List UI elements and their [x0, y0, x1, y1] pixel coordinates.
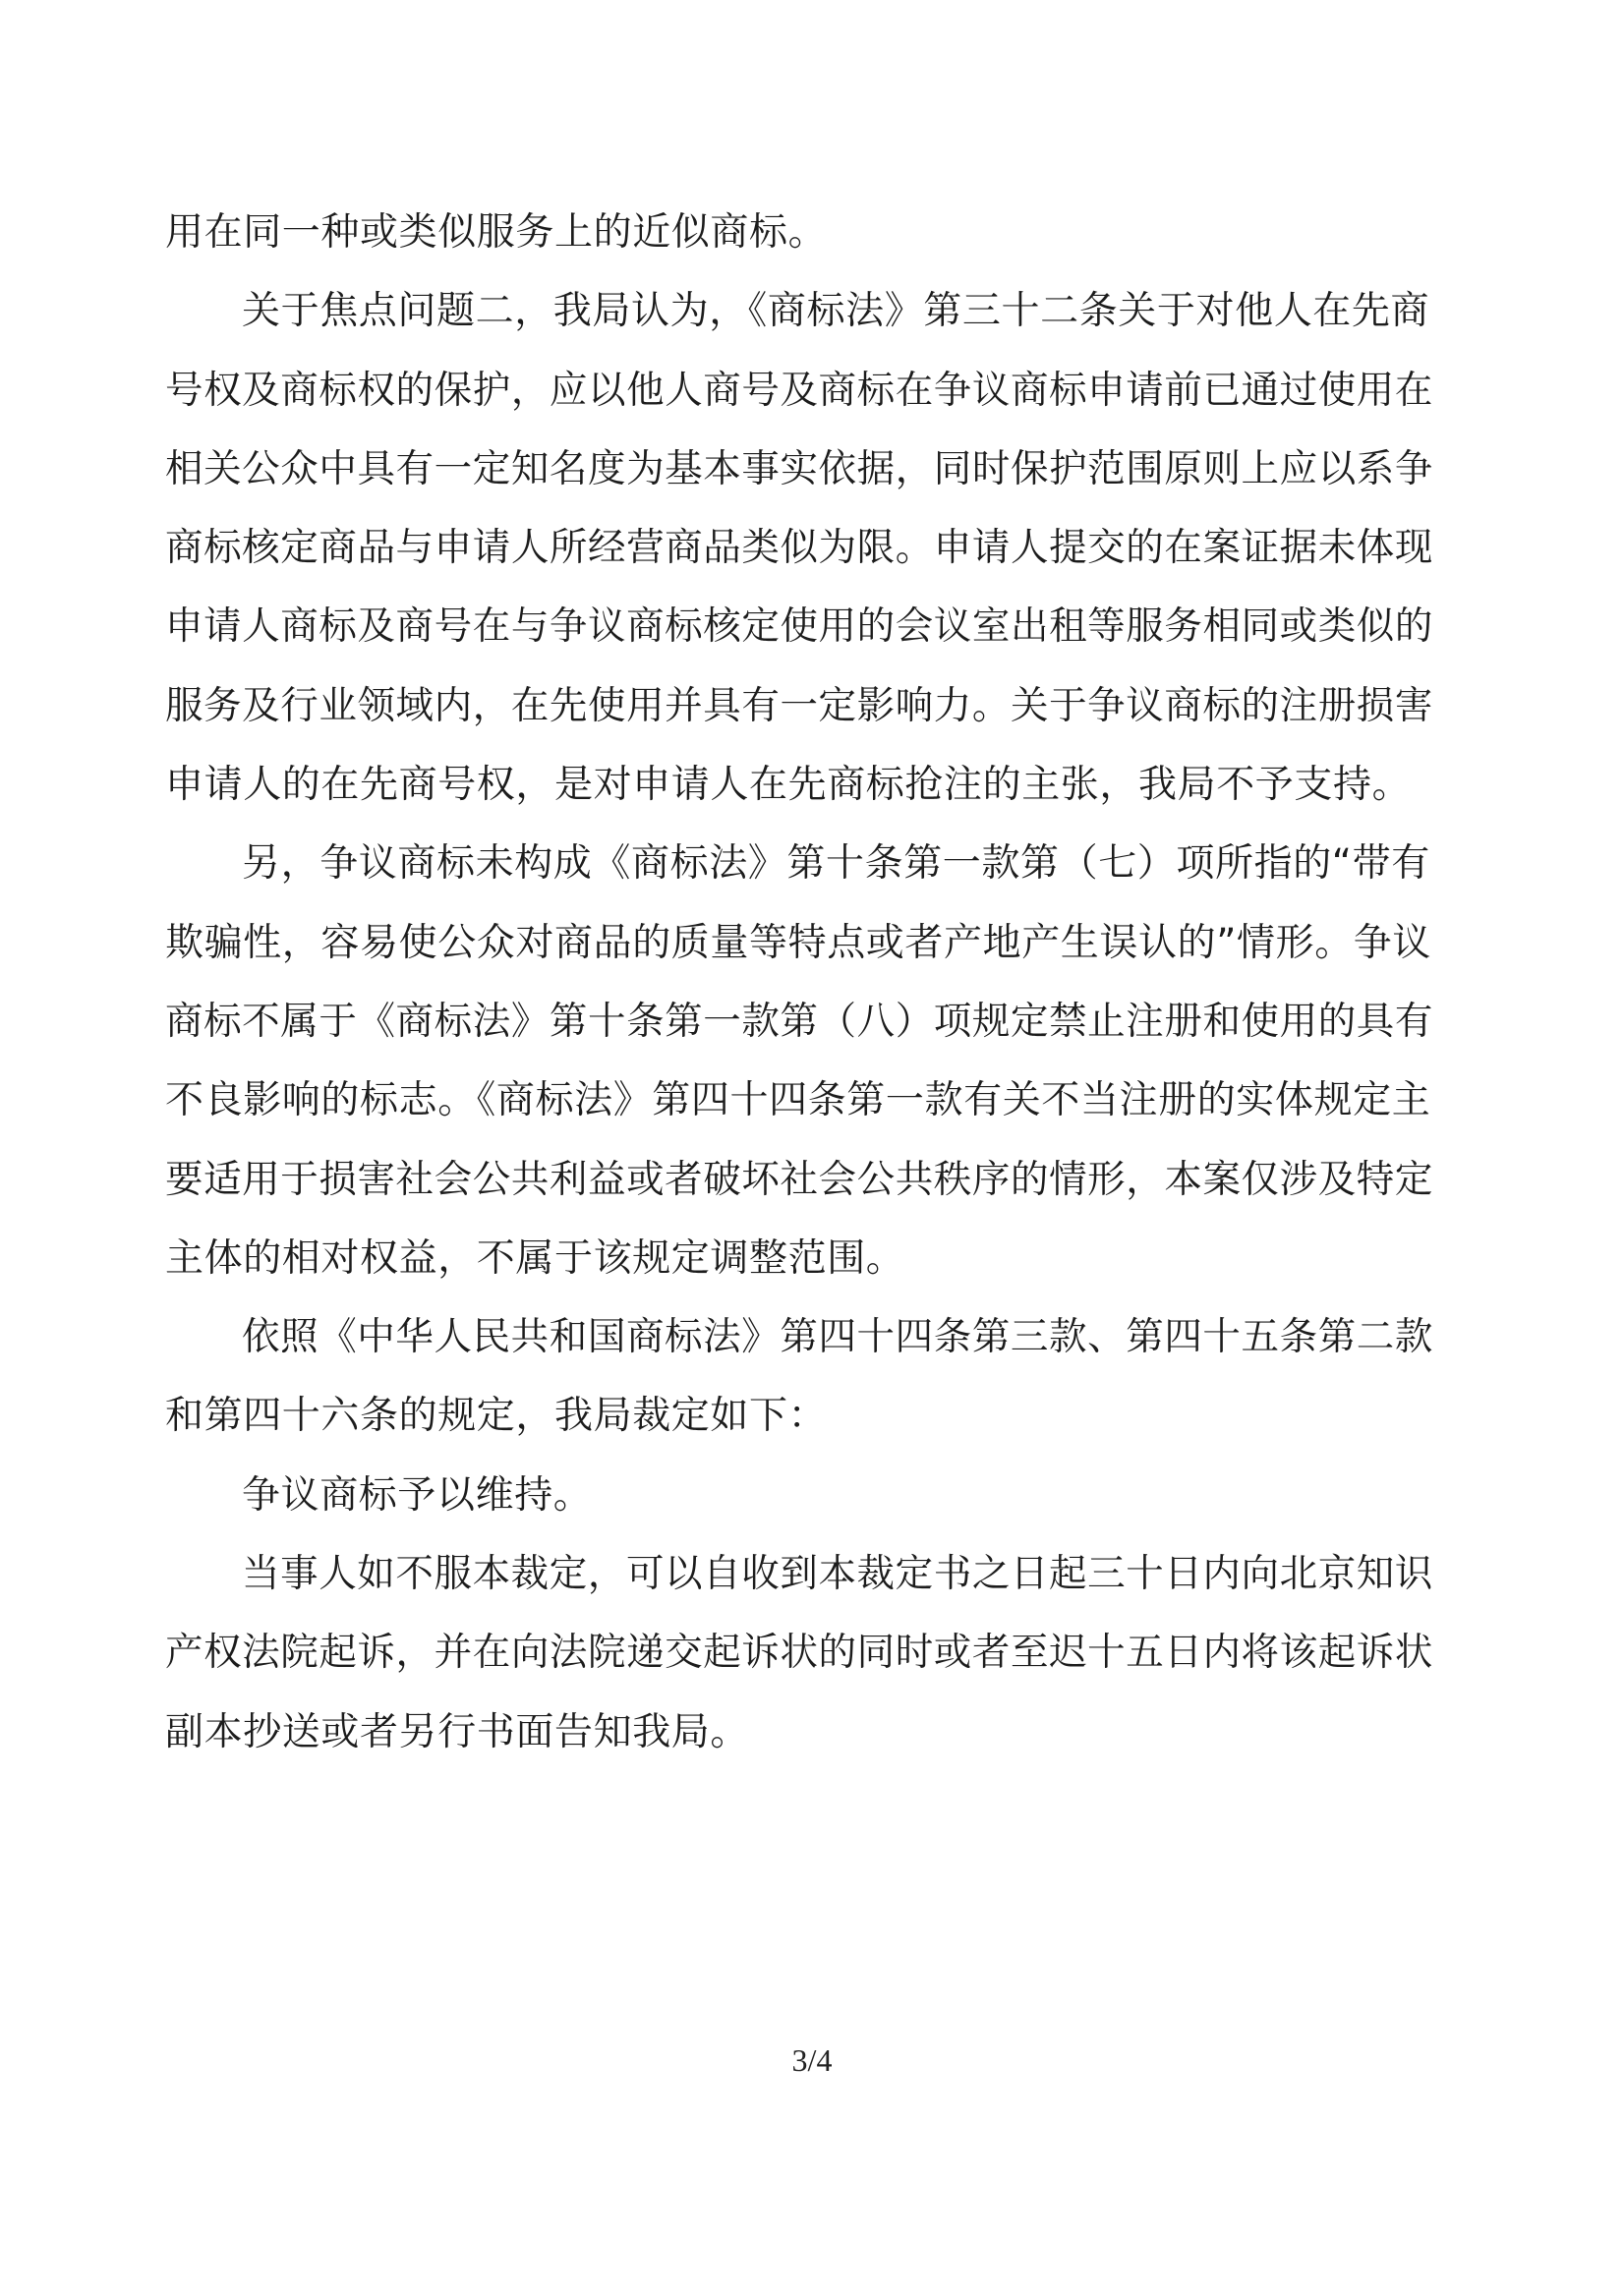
text-line: 申请人商标及商号在与争议商标核定使用的会议室出租等服务相同或类似的	[165, 604, 1433, 650]
text-line: 申请人的在先商号权，是对申请人在先商标抢注的主张，我局不予支持。	[165, 763, 1412, 808]
document-body	[165, 194, 1433, 1772]
text-line: 要适用于损害社会公共利益或者破坏社会公共秩序的情形，本案仅涉及特定	[165, 1157, 1433, 1202]
text-line: 服务及行业领域内，在先使用并具有一定影响力。关于争议商标的注册损害	[165, 683, 1433, 728]
text-line: 和第四十六条的规定，我局裁定如下：	[165, 1394, 828, 1439]
text-line: 另，争议商标未构成《商标法》第十条第一款第（七）项所指的“带有	[242, 841, 1430, 887]
text-line: 相关公众中具有一定知名度为基本事实依据，同时保护范围原则上应以系争	[165, 446, 1433, 491]
text-line: 关于焦点问题二，我局认为，《商标法》第三十二条关于对他人在先商	[242, 289, 1430, 334]
text-line: 号权及商标权的保护，应以他人商号及商标在争议商标申请前已通过使用在	[165, 368, 1433, 413]
text-line: 主体的相对权益，不属于该规定调整范围。	[165, 1235, 905, 1281]
text-line: 副本抄送或者另行书面告知我局。	[165, 1709, 750, 1754]
text-line: 不良影响的标志。《商标法》第四十四条第一款有关不当注册的实体规定主	[165, 1078, 1431, 1123]
text-line: 当事人如不服本裁定，可以自收到本裁定书之日起三十日内向北京知识	[242, 1552, 1433, 1597]
text-line: 用在同一种或类似服务上的近似商标。	[165, 210, 828, 255]
text-line: 依照《中华人民共和国商标法》第四十四条第三款、第四十五条第二款	[242, 1315, 1433, 1360]
text-line: 争议商标予以维持。	[242, 1472, 593, 1518]
text-line: 商标核定商品与申请人所经营商品类似为限。申请人提交的在案证据未体现	[165, 526, 1433, 571]
text-line: 商标不属于《商标法》第十条第一款第（八）项规定禁止注册和使用的具有	[165, 999, 1433, 1044]
text-line: 产权法院起诉，并在向法院递交起诉状的同时或者至迟十五日内将该起诉状	[165, 1631, 1433, 1676]
text-line: 欺骗性，容易使公众对商品的质量等特点或者产地产生误认的”情形。争议	[165, 920, 1432, 965]
page-number: 3/4	[791, 2042, 833, 2078]
